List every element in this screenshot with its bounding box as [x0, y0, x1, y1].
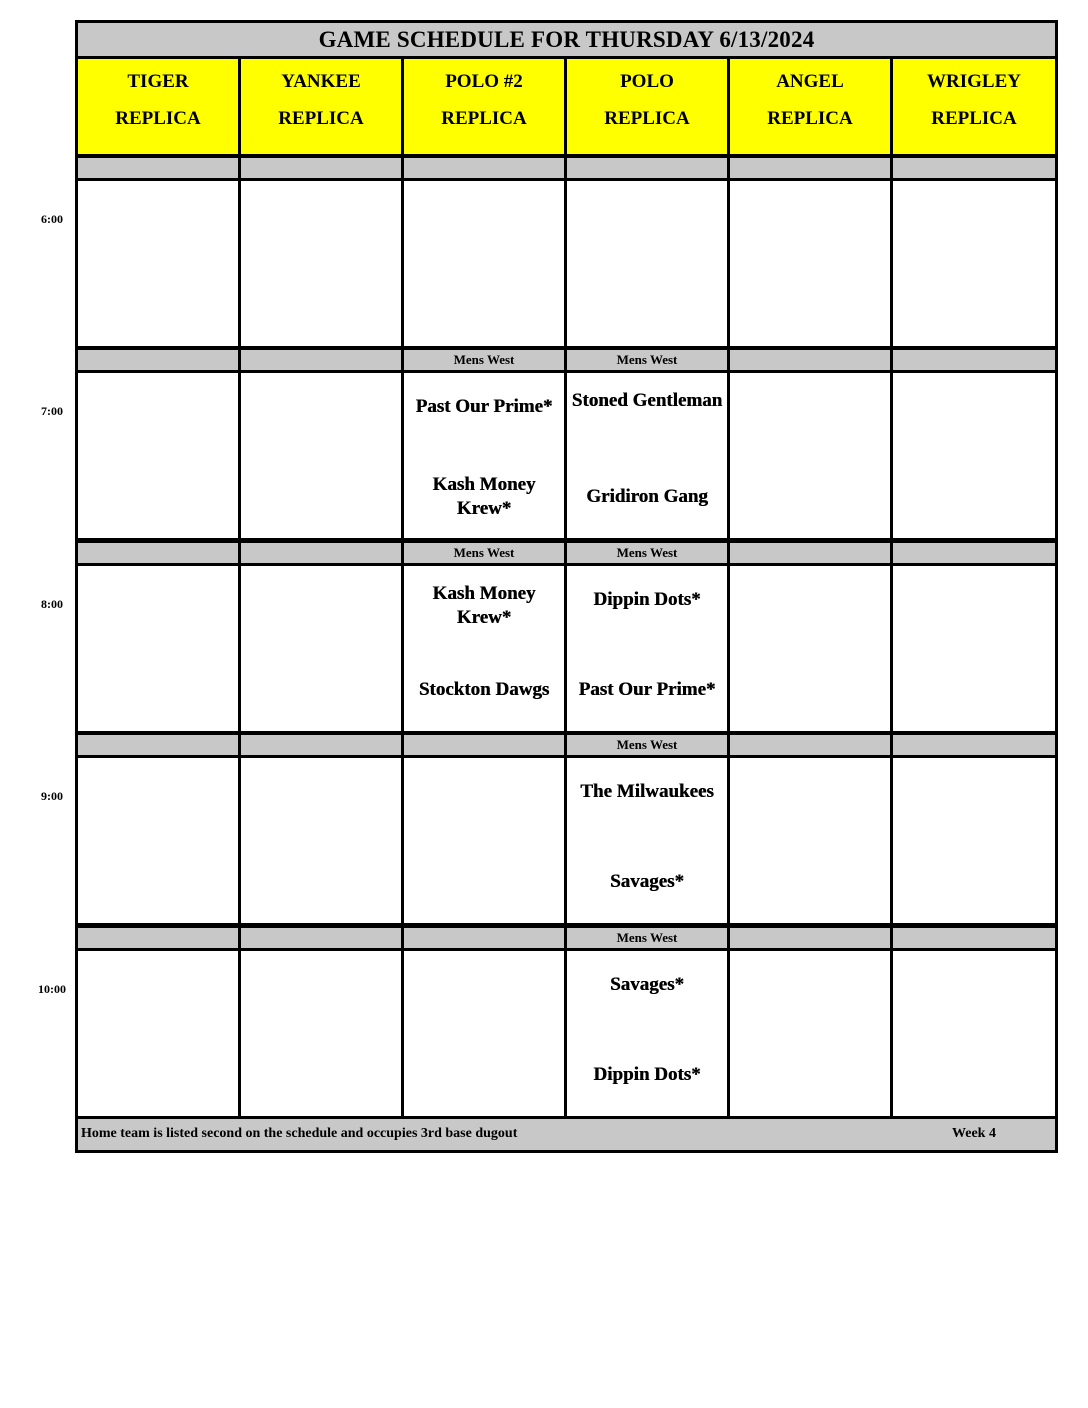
game-cell [567, 566, 727, 731]
division-band [893, 543, 1055, 563]
game-cell [241, 566, 401, 731]
schedule-title: GAME SCHEDULE FOR THURSDAY 6/13/2024 [78, 23, 1055, 56]
field-name: POLO #2 [445, 71, 523, 92]
game-cell [567, 951, 727, 1116]
field-type: REPLICA [441, 108, 527, 129]
field-header [404, 59, 564, 154]
field-header [78, 59, 238, 154]
field-header [730, 59, 890, 154]
division-band [730, 543, 890, 563]
field-header [567, 59, 727, 154]
division-band [404, 158, 564, 178]
game-cell [893, 758, 1055, 923]
game-cell [893, 181, 1055, 346]
division-band [241, 543, 401, 563]
game-cell [78, 951, 238, 1116]
away-team: Kash Money Krew* [432, 583, 536, 628]
division-band [404, 735, 564, 755]
field-name: YANKEE [281, 71, 361, 92]
game-cell [241, 373, 401, 538]
schedule-grid [75, 20, 1058, 1153]
division-band [78, 543, 238, 563]
division-band [78, 735, 238, 755]
game-cell [567, 758, 727, 923]
field-type: REPLICA [604, 108, 690, 129]
home-team: Savages* [610, 871, 684, 892]
game-cell [893, 373, 1055, 538]
time-label: 6:00 [41, 212, 63, 226]
game-cell [730, 373, 890, 538]
division-band [730, 158, 890, 178]
game-cell [404, 181, 564, 346]
game-cell [78, 758, 238, 923]
away-team: Savages* [610, 974, 684, 995]
game-cell [78, 181, 238, 346]
field-type: REPLICA [278, 108, 364, 129]
division-band: Mens West [404, 350, 564, 370]
division-band [404, 928, 564, 948]
division-band [893, 158, 1055, 178]
field-type: REPLICA [767, 108, 853, 129]
division-band: Mens West [404, 543, 564, 563]
away-team: Dippin Dots* [593, 589, 701, 610]
game-cell [404, 566, 564, 731]
schedule-footer [78, 1119, 1055, 1150]
division-band: Mens West [567, 735, 727, 755]
division-band: Mens West [567, 543, 727, 563]
home-team: Kash Money Krew* [432, 474, 536, 519]
game-cell [730, 951, 890, 1116]
field-header [241, 59, 401, 154]
away-team: The Milwaukees [580, 781, 714, 802]
game-cell [241, 758, 401, 923]
home-team: Dippin Dots* [593, 1064, 701, 1085]
time-label: 8:00 [41, 597, 63, 611]
division-band: Mens West [567, 350, 727, 370]
field-type: REPLICA [115, 108, 201, 129]
field-name: TIGER [127, 71, 189, 92]
division-band [241, 158, 401, 178]
game-cell [241, 951, 401, 1116]
time-label: 9:00 [41, 789, 63, 803]
home-team: Past Our Prime* [578, 679, 716, 700]
field-header [893, 59, 1055, 154]
division-band [893, 735, 1055, 755]
week-label: Week 4 [952, 1126, 996, 1141]
game-cell [730, 566, 890, 731]
division-band [241, 735, 401, 755]
division-band [730, 350, 890, 370]
game-cell [893, 951, 1055, 1116]
division-band [78, 928, 238, 948]
division-band [241, 928, 401, 948]
game-cell [404, 373, 564, 538]
division-band [730, 735, 890, 755]
game-cell [567, 181, 727, 346]
field-type: REPLICA [931, 108, 1017, 129]
game-cell [567, 373, 727, 538]
time-label: 10:00 [38, 982, 66, 996]
home-team: Stockton Dawgs [418, 679, 550, 700]
division-band [567, 158, 727, 178]
game-cell [78, 373, 238, 538]
game-cell [241, 181, 401, 346]
home-team: Gridiron Gang [586, 486, 708, 507]
division-band [893, 350, 1055, 370]
time-label: 7:00 [41, 404, 63, 418]
away-team: Stoned Gentleman [571, 390, 723, 411]
game-cell [893, 566, 1055, 731]
away-team: Past Our Prime* [415, 396, 553, 417]
division-band [893, 928, 1055, 948]
division-band [78, 350, 238, 370]
division-band [241, 350, 401, 370]
game-cell [404, 951, 564, 1116]
game-cell [730, 758, 890, 923]
field-name: WRIGLEY [927, 71, 1021, 92]
division-band: Mens West [567, 928, 727, 948]
game-cell [78, 566, 238, 731]
field-name: POLO [620, 71, 674, 92]
home-team-note: Home team is listed second on the schedule and occupies 3rd base dugout [81, 1126, 518, 1141]
game-cell [404, 758, 564, 923]
division-band [78, 158, 238, 178]
division-band [730, 928, 890, 948]
field-name: ANGEL [776, 71, 844, 92]
game-cell [730, 181, 890, 346]
